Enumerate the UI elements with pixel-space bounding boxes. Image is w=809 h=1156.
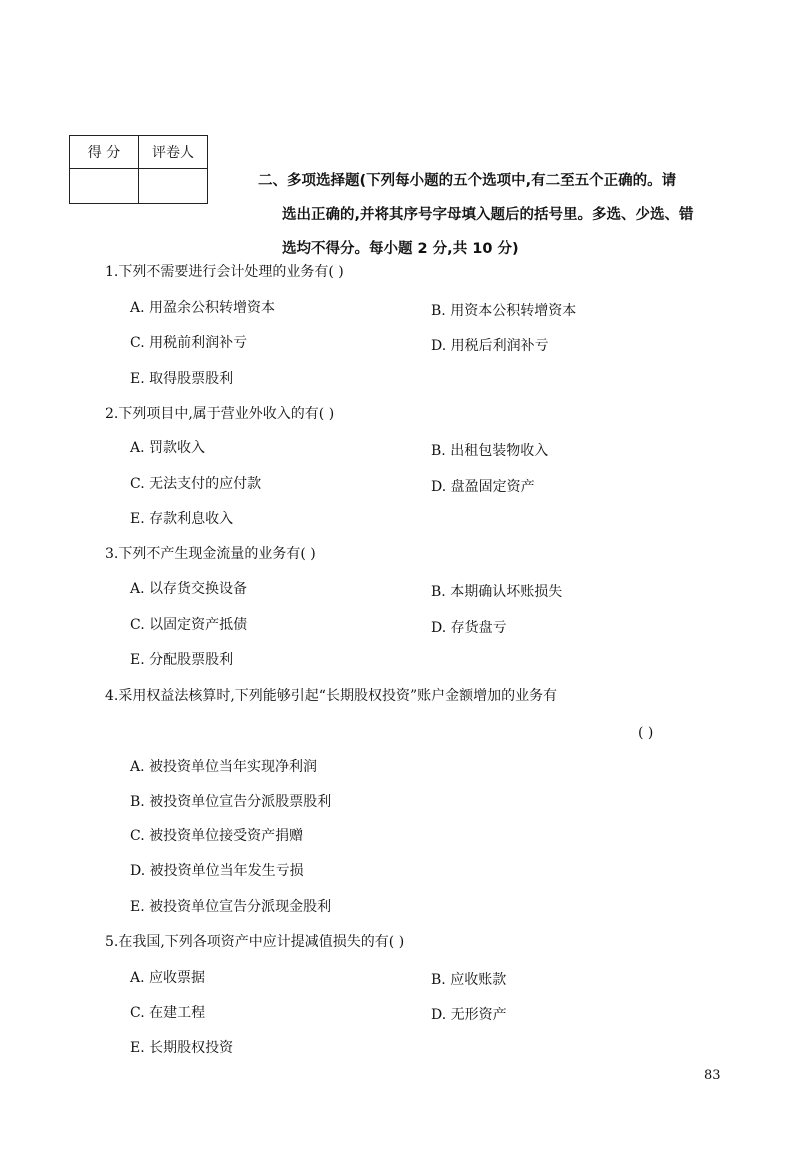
question-2-option-d[interactable]: D. 盘盈固定资产 xyxy=(431,479,535,495)
section-heading-line2: 选出正确的,并将其序号字母填入题后的括号里。多选、少选、错 xyxy=(282,207,694,223)
question-2-option-a[interactable]: A. 罚款收入 xyxy=(130,440,206,456)
reviewer-cell[interactable] xyxy=(139,169,208,204)
question-5-option-e[interactable]: E. 长期股权投资 xyxy=(130,1040,234,1056)
question-3-option-a[interactable]: A. 以存货交换设备 xyxy=(130,581,248,597)
question-5-stem: 5.在我国,下列各项资产中应计提减值损失的有( ) xyxy=(105,934,405,950)
question-4-option-d[interactable]: D. 被投资单位当年发生亏损 xyxy=(130,863,304,879)
question-3-option-d[interactable]: D. 存货盘亏 xyxy=(431,620,507,636)
question-5-option-d[interactable]: D. 无形资产 xyxy=(431,1007,507,1023)
question-2-option-b[interactable]: B. 出租包装物收入 xyxy=(431,443,549,459)
question-3-option-e[interactable]: E. 分配股票股利 xyxy=(130,652,234,668)
score-table xyxy=(69,135,208,204)
question-5-option-b[interactable]: B. 应收账款 xyxy=(431,972,507,988)
question-4-option-b[interactable]: B. 被投资单位宣告分派股票股利 xyxy=(130,794,332,810)
section-heading-line1: 二、多项选择题(下列每小题的五个选项中,有二至五个正确的。请 xyxy=(258,173,677,189)
question-1-option-e[interactable]: E. 取得股票股利 xyxy=(130,371,234,387)
question-1-option-c[interactable]: C. 用税前利润补亏 xyxy=(130,335,248,351)
question-1-stem: 1.下列不需要进行会计处理的业务有( ) xyxy=(105,264,344,280)
section-heading xyxy=(258,164,758,266)
question-1-option-a[interactable]: A. 用盈余公积转增资本 xyxy=(130,300,276,316)
page-number: 83 xyxy=(704,1068,721,1083)
question-3-stem: 3.下列不产生现金流量的业务有( ) xyxy=(105,546,316,562)
question-4-option-a[interactable]: A. 被投资单位当年实现净利润 xyxy=(130,759,318,775)
question-1-option-d[interactable]: D. 用税后利润补亏 xyxy=(431,338,549,354)
question-2-option-c[interactable]: C. 无法支付的应付款 xyxy=(130,476,262,492)
section-heading-line3: 选均不得分。每小题 2 分,共 10 分) xyxy=(282,241,519,257)
score-cell[interactable] xyxy=(70,169,139,204)
question-4-option-c[interactable]: C. 被投资单位接受资产捐赠 xyxy=(130,828,304,844)
question-5-option-a[interactable]: A. 应收票据 xyxy=(130,970,206,986)
question-2-option-e[interactable]: E. 存款利息收入 xyxy=(130,511,234,527)
question-4-answer-bracket[interactable]: ( ) xyxy=(638,725,654,741)
question-4-option-e[interactable]: E. 被投资单位宣告分派现金股利 xyxy=(130,899,332,915)
question-2-stem: 2.下列项目中,属于营业外收入的有( ) xyxy=(105,406,335,422)
reviewer-label: 评卷人 xyxy=(139,136,208,169)
question-5-option-c[interactable]: C. 在建工程 xyxy=(130,1005,206,1021)
score-label: 得 分 xyxy=(70,136,139,169)
question-1-option-b[interactable]: B. 用资本公积转增资本 xyxy=(431,303,577,319)
question-3-option-c[interactable]: C. 以固定资产抵债 xyxy=(130,617,248,633)
question-3-option-b[interactable]: B. 本期确认坏账损失 xyxy=(431,584,563,600)
question-4-stem: 4.采用权益法核算时,下列能够引起“长期股权投资”账户金额增加的业务有 xyxy=(105,688,558,704)
